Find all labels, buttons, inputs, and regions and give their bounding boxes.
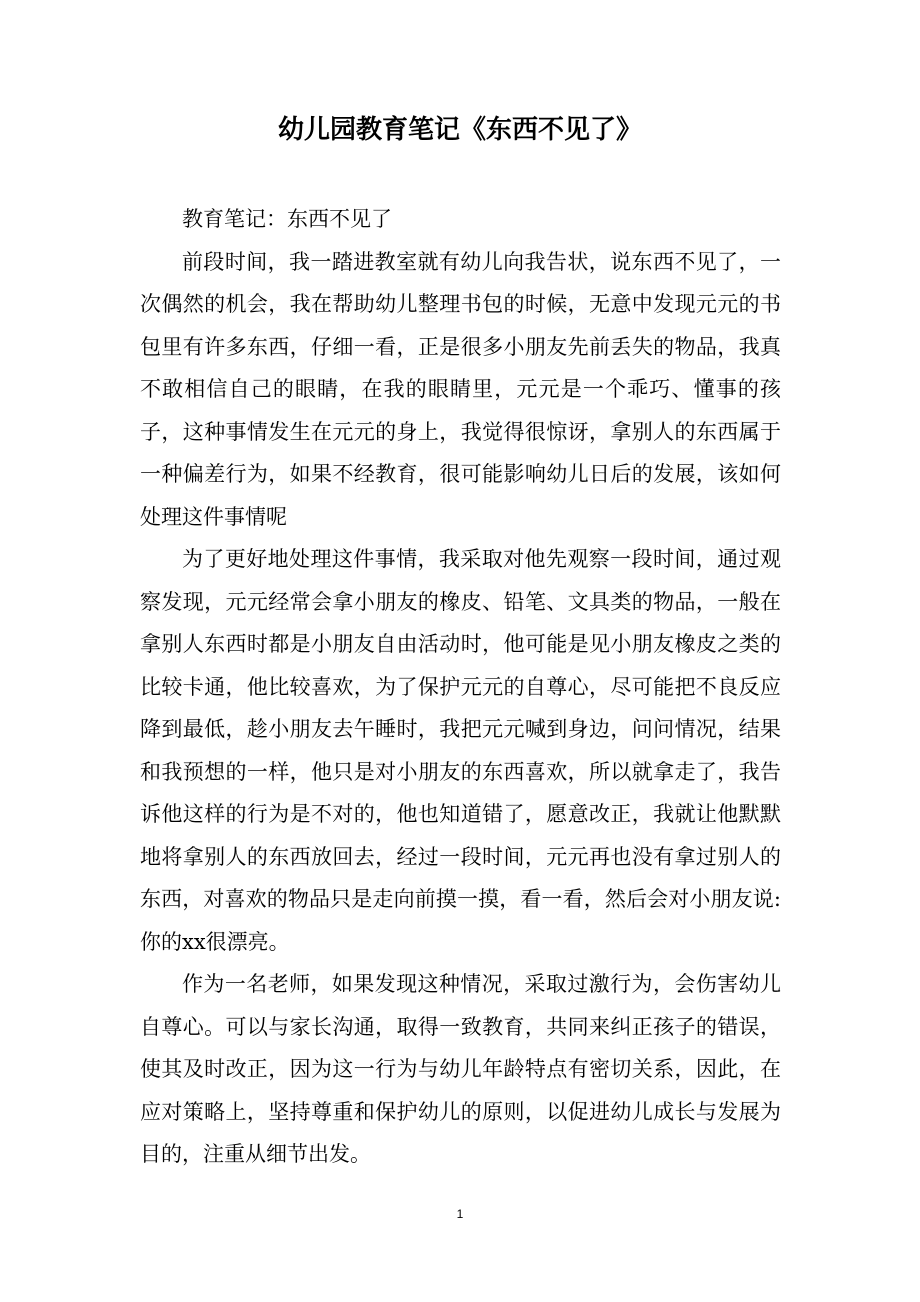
paragraph: 前段时间，我一踏进教室就有幼儿向我告状，说东西不见了，一次偶然的机会，我在帮助幼儿整理书包的时候，无意中发现元元的书包里有许多东西，仔细一看，正是很多小朋友先前丢失的物品，我真不敢相信自己的眼睛，在我的眼睛里，元元是一个乖巧、懂事的孩子，这种事情发生在元元的身上，我觉得很惊讶，拿别人的东西属于一种偏差行为，如果不经教育，很可能影响幼儿日后的发展，该如何处理这件事情呢 <box>140 249 781 529</box>
document-body <box>140 198 781 1176</box>
paragraph: 作为一名老师，如果发现这种情况，采取过激行为，会伤害幼儿自尊心。可以与家长沟通，取得一致教育，共同来纠正孩子的错误，使其及时改正，因为这一行为与幼儿年龄特点有密切关系，因此，在应对策略上，坚持尊重和保护幼儿的原则，以促进幼儿成长与发展为目的，注重从细节出发。 <box>140 972 781 1166</box>
page-number: 1 <box>456 1207 464 1221</box>
paragraph-subtitle: 教育笔记：东西不见了 <box>182 207 392 231</box>
document-title: 幼儿园教育笔记《东西不见了》 <box>277 115 642 145</box>
paragraph: 为了更好地处理这件事情，我采取对他先观察一段时间，通过观察发现，元元经常会拿小朋友的橡皮、铅笔、文具类的物品，一般在拿别人东西时都是小朋友自由活动时，他可能是见小朋友橡皮之类的比较卡通，他比较喜欢，为了保护元元的自尊心，尽可能把不良反应降到最低，趁小朋友去午睡时，我把元元喊到身边，问问情况，结果和我预想的一样，他只是对小朋友的东西喜欢，所以就拿走了，我告诉他这样的行为是不对的，他也知道错了，愿意改正，我就让他默默地将拿别人的东西放回去，经过一段时间，元元再也没有拿过别人的东西，对喜欢的物品只是走向前摸一摸，看一看，然后会对小朋友说:你的xx很漂亮。 <box>140 547 781 954</box>
